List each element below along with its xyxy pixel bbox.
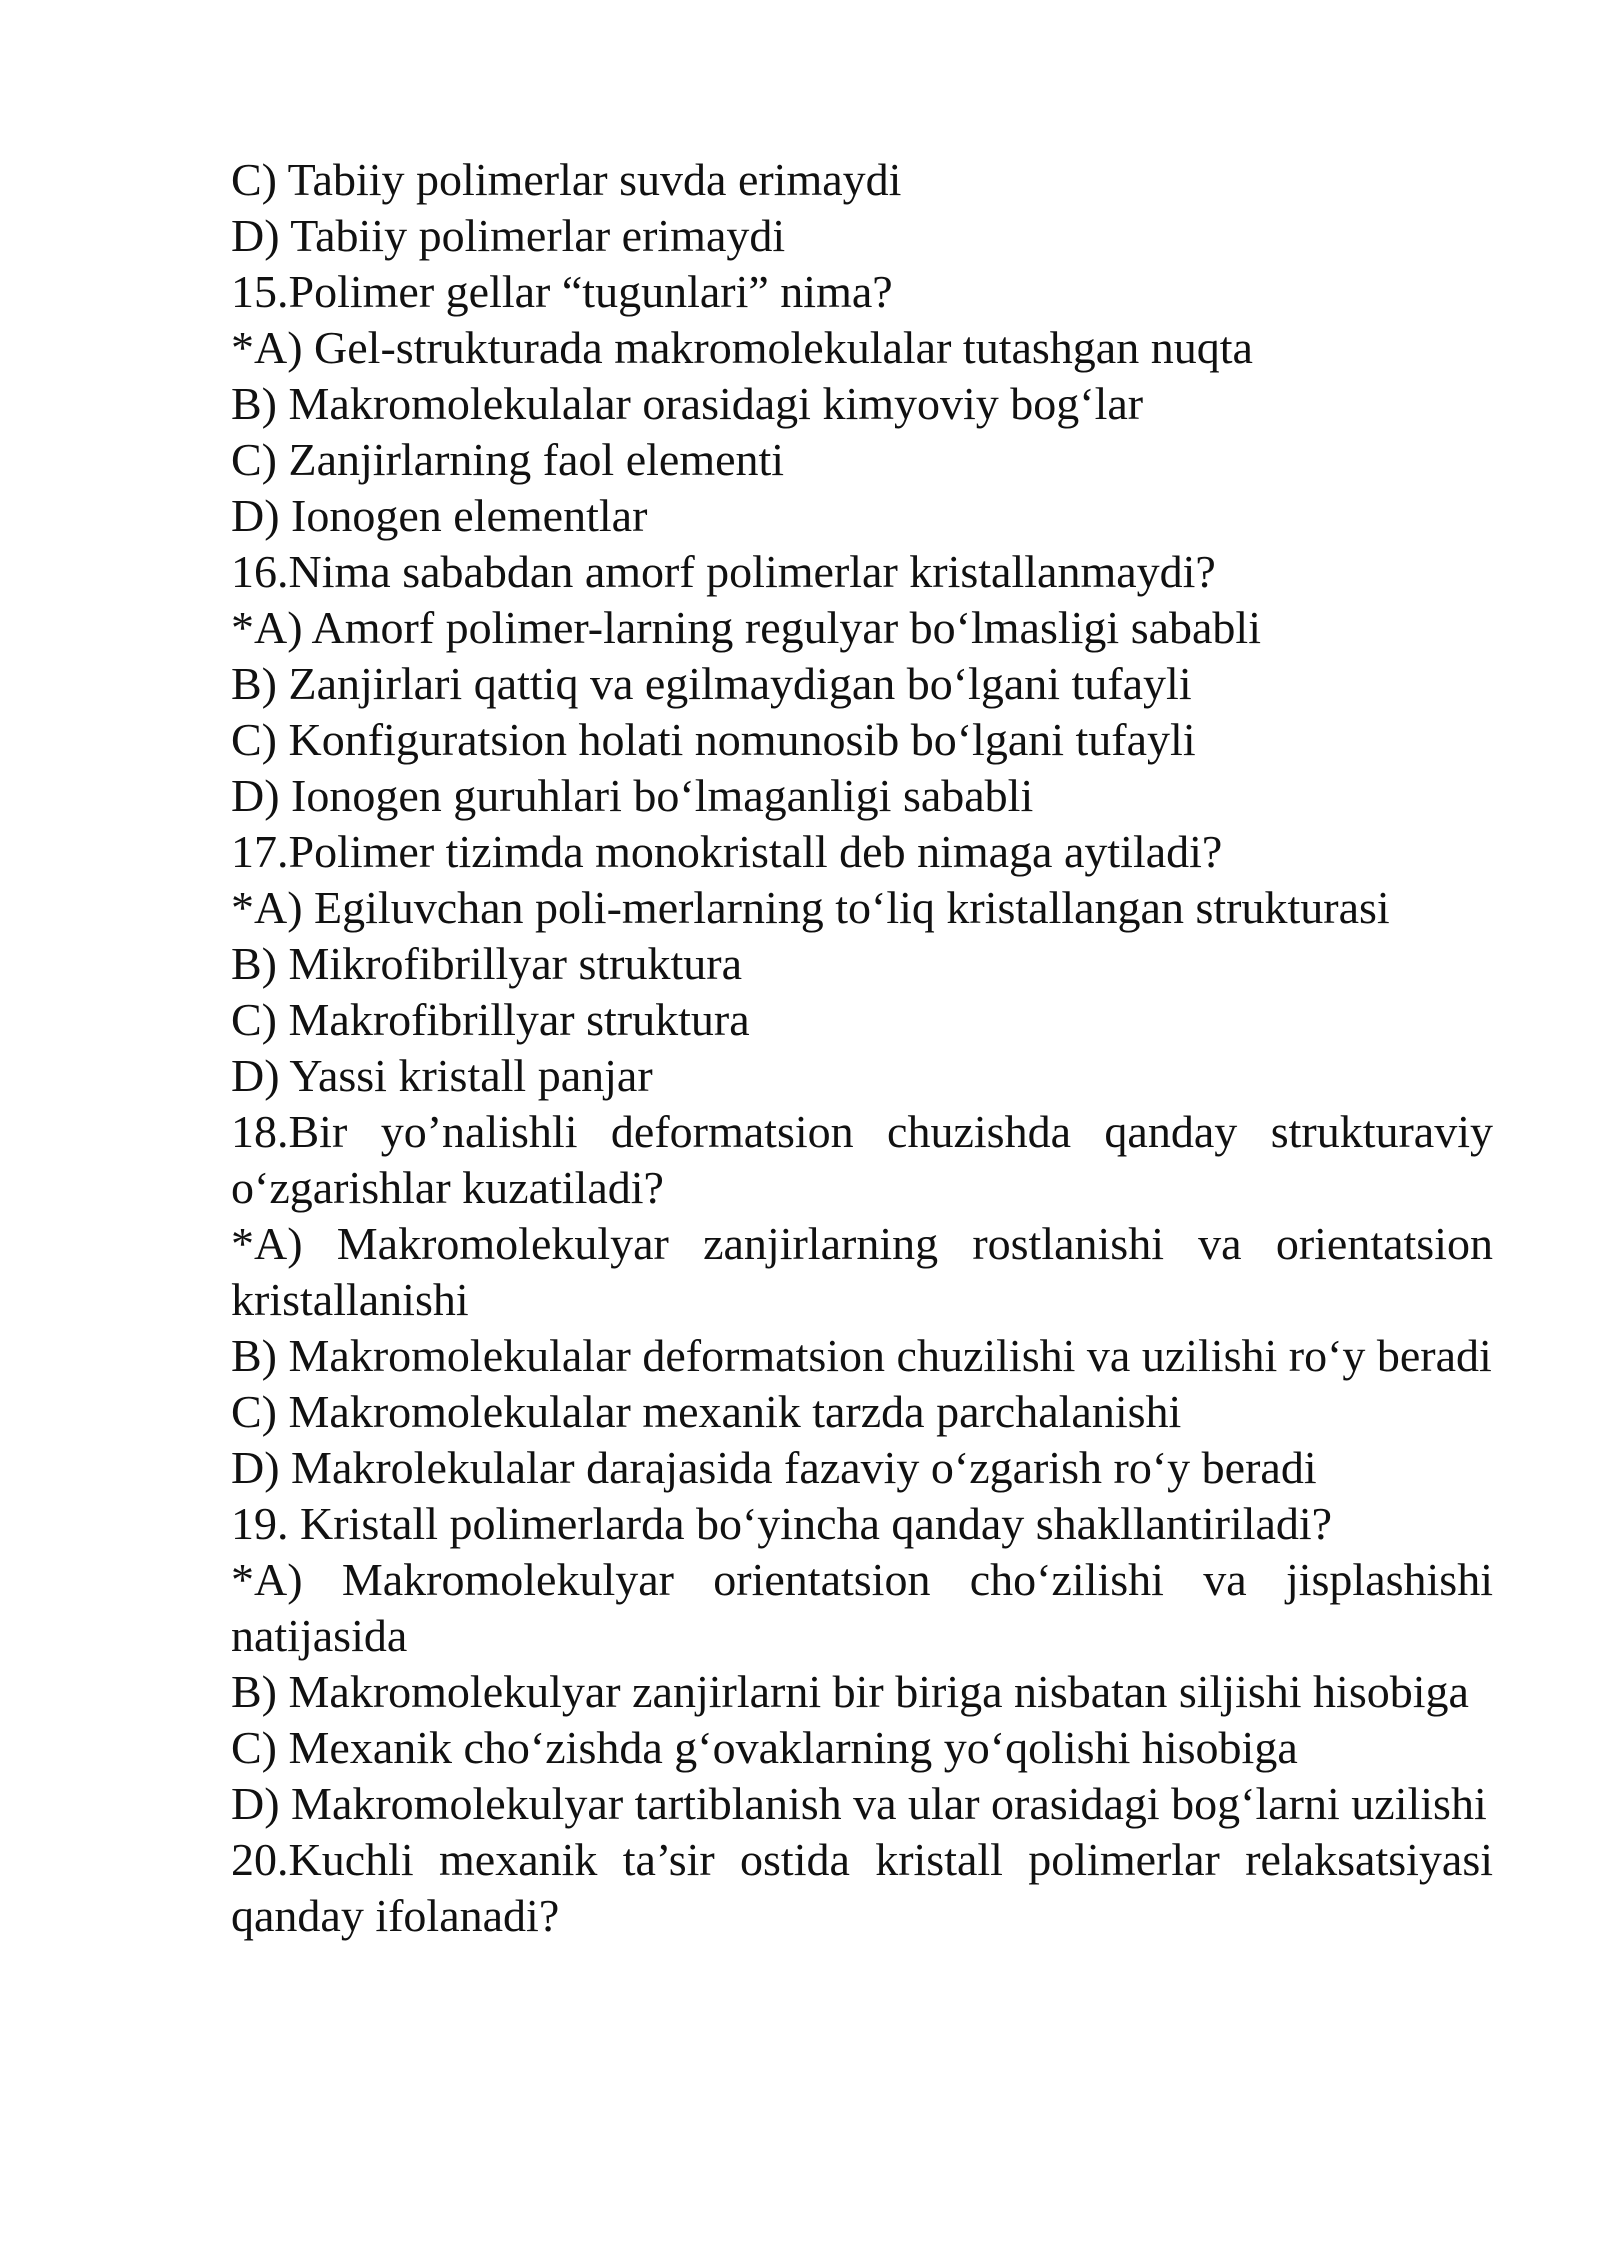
question-line: 15.Polimer gellar “tugunlari” nima? (231, 266, 893, 317)
option-line: D) Tabiiy polimerlar erimaydi (231, 210, 786, 261)
option-line: D) Ionogen guruhlari bo‘lmaganligi sababli (231, 770, 1034, 821)
answer-line: *A) Makromolekulyar orientatsion cho‘zilishi va jisplashishi natijasida (231, 1554, 1493, 1661)
answer-line: *A) Gel-strukturada makromolekulalar tutashgan nuqta (231, 322, 1253, 373)
question-line: 19. Kristall polimerlarda bo‘yincha qanday shakllantiriladi? (231, 1498, 1333, 1549)
option-line: C) Makromolekulalar mexanik tarzda parchalanishi (231, 1386, 1182, 1437)
option-line: C) Zanjirlarning faol elementi (231, 434, 785, 485)
option-line: B) Makromolekulyar zanjirlarni bir biriga nisbatan siljishi hisobiga (231, 1666, 1469, 1717)
option-line: D) Makrolekulalar darajasida fazaviy o‘zgarish ro‘y beradi (231, 1442, 1317, 1493)
option-line: C) Makrofibrillyar struktura (231, 994, 750, 1045)
option-line: D) Makromolekulyar tartiblanish va ular orasidagi bog‘larni uzilishi (231, 1778, 1487, 1829)
option-line: C) Tabiiy polimerlar suvda erimaydi (231, 154, 902, 205)
option-line: B) Makromolekulalar orasidagi kimyoviy bog‘lar (231, 378, 1144, 429)
answer-line: *A) Makromolekulyar zanjirlarning rostlanishi va orientatsion kristallanishi (231, 1218, 1493, 1325)
question-line: 17.Polimer tizimda monokristall deb nimaga aytiladi? (231, 826, 1223, 877)
option-line: C) Mexanik cho‘zishda g‘ovaklarning yo‘qolishi hisobiga (231, 1722, 1298, 1773)
document-page (231, 152, 1493, 1944)
option-line: D) Yassi kristall panjar (231, 1050, 653, 1101)
option-line: B) Mikrofibrillyar struktura (231, 938, 743, 989)
question-line: 20.Kuchli mexanik ta’sir ostida kristall polimerlar relaksatsiyasi qanday ifolanadi? (231, 1834, 1493, 1941)
option-line: B) Makromolekulalar deformatsion chuzilishi va uzilishi ro‘y beradi (231, 1330, 1492, 1381)
answer-line: *A) Amorf polimer-larning regulyar bo‘lmasligi sababli (231, 602, 1261, 653)
question-line: 18.Bir yo’nalishli deformatsion chuzishda qanday strukturaviy o‘zgarishlar kuzatiladi? (231, 1106, 1493, 1213)
option-line: B) Zanjirlari qattiq va egilmaydigan bo‘lgani tufayli (231, 658, 1192, 709)
option-line: D) Ionogen elementlar (231, 490, 648, 541)
question-line: 16.Nima sababdan amorf polimerlar kristallanmaydi? (231, 546, 1216, 597)
answer-line: *A) Egiluvchan poli-merlarning to‘liq kristallangan strukturasi (231, 882, 1390, 933)
option-line: C) Konfiguratsion holati nomunosib bo‘lgani tufayli (231, 714, 1196, 765)
